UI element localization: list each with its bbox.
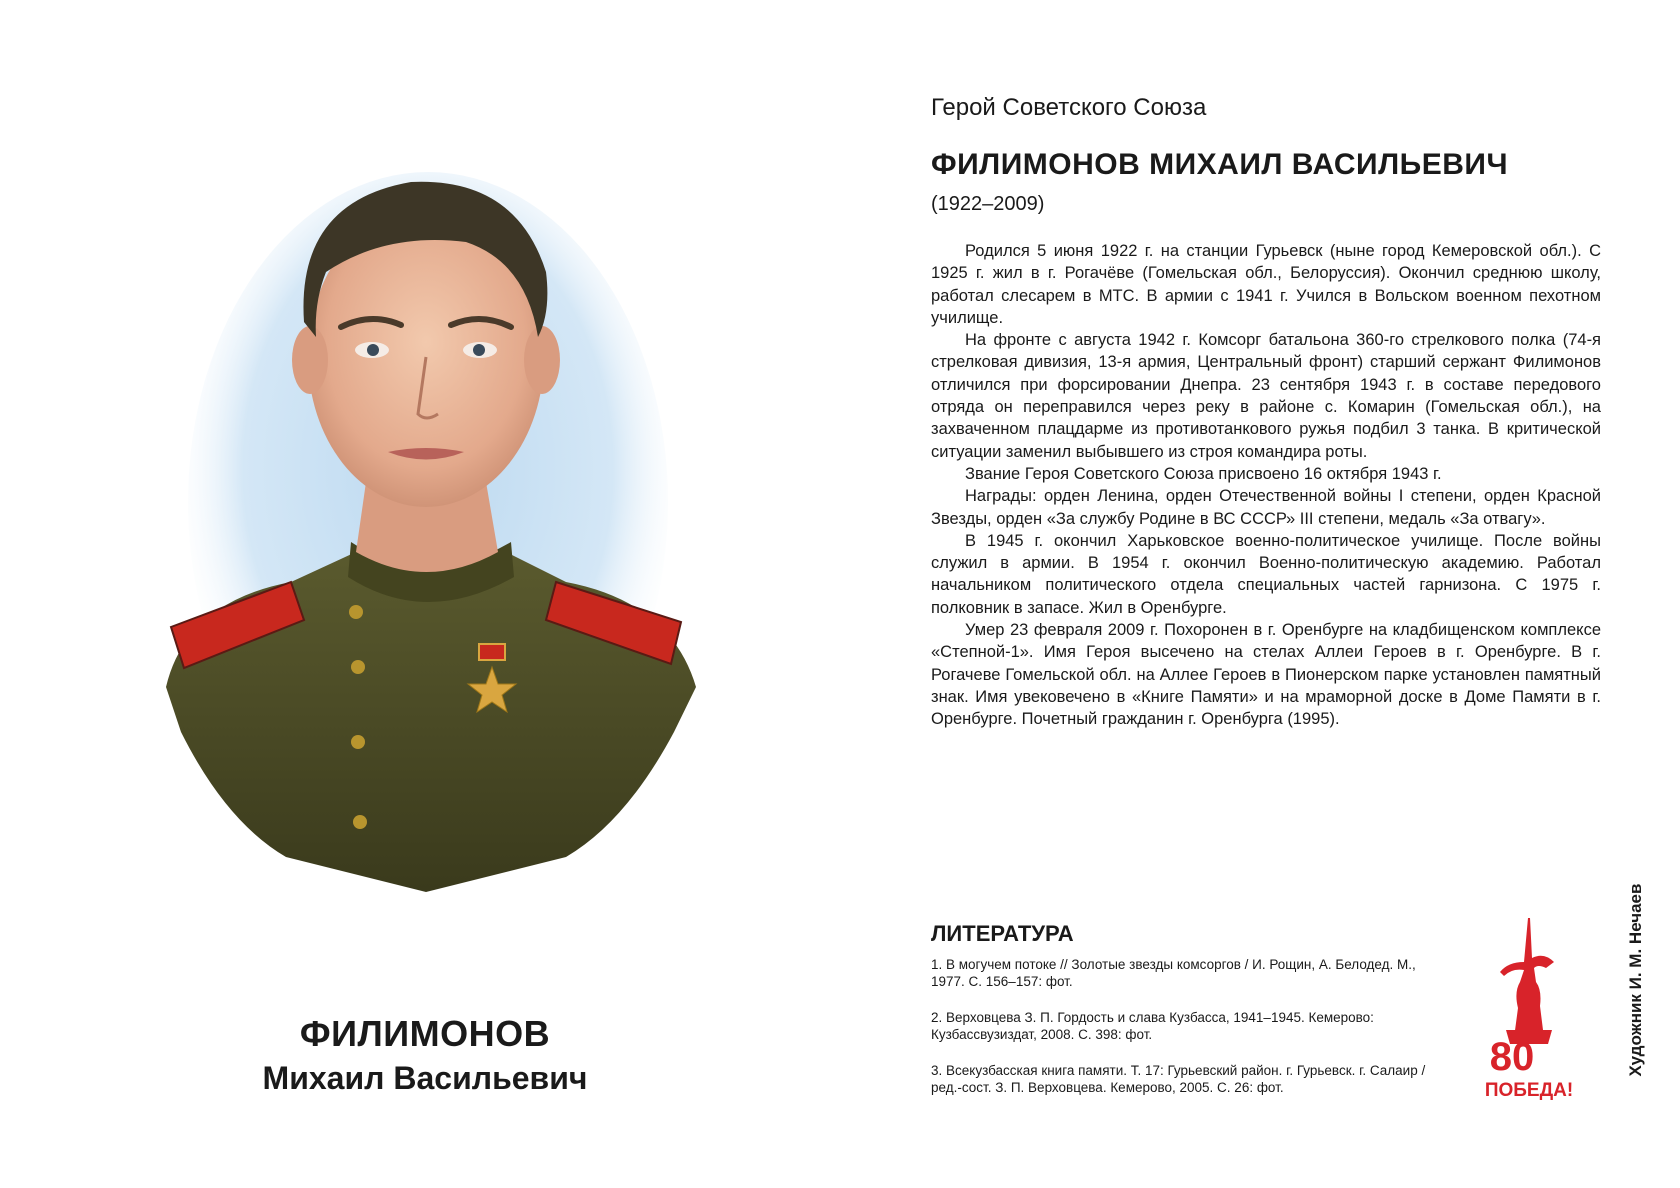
portrait-caption-name: Михаил Васильевич [262,1060,588,1096]
literature-item: 2. Верховцева З. П. Гордость и слава Кузбасса, 1941–1945. Кемерово: Кузбассвузиздат, 2008. С. 398: фот. [931,1010,1374,1042]
statue-icon [1500,918,1554,1038]
right-pupil [473,344,485,356]
button [351,735,365,749]
bio-paragraph: Умер 23 февраля 2009 г. Похоронен в г. Оренбурге на кладбищенском комплексе «Степной-1». Имя Героя высечено на стелах Аллеи Героев в г. Оренбурге. В г. Рогачеве Гомельской обл. на Аллее Героев в Пионерском парке установлен памятный знак. Имя увековечено в «Книге Памяти» и на мраморной доске в Доме Памяти в г. Оренбурге. Почетный гражданин г. Оренбурга (1995). [931,621,1601,729]
button [351,660,365,674]
literature-item: 3. Всекузбасская книга памяти. Т. 17: Гурьевский район. г. Гурьевск. г. Салаир / ред.-сост. З. П. Верховцева. Кемерово, 2005. С. 26: фот. [931,1063,1426,1095]
bio-paragraph: В 1945 г. окончил Харьковское военно-политическое училище. После войны служил в армии. В 1954 г. окончил Военно-политическую академию. Работал начальником политического отдела специальных частей гарнизона. С 1975 г. полковник в запасе. Жил в Оренбурге. [931,531,1601,617]
artist-credit: Художник И. М. Нечаев [1626,883,1645,1077]
literature-heading: ЛИТЕРАТУРА [931,921,1074,946]
page-title: ФИЛИМОНОВ МИХАИЛ ВАСИЛЬЕВИЧ [931,148,1509,181]
literature-list [931,956,1431,1115]
bio-paragraph: Родился 5 июня 1922 г. на станции Гурьевск (ныне город Кемеровской обл.). С 1925 г. жил в г. Рогачёве (Гомельская обл., Белоруссия). Окончил среднюю школу, работал слесарем в МТС. В армии с 1941 г. Учился в Вольском военном пехотном училище. [931,242,1601,327]
portrait-illustration [126,122,730,922]
bio-paragraph: Звание Героя Советского Союза присвоено 16 октября 1943 г. [965,464,1442,483]
logo-text: ПОБЕДА! [1484,1080,1574,1100]
bio-paragraph: На фронте с августа 1942 г. Комсорг батальона 360-го стрелкового полка (74-я стрелковая дивизия, 13-я армия, Центральный фронт) старший сержант Филимонов отличился при форсировании Днепра. 23 сентября 1943 г. в составе передового отряда он переправился через реку в районе с. Комарин (Гомельская обл.), на захваченном плацдарме из противотанкового ружья подбил 3 танка. В критической ситуации заменил выбывшего из строя командира роты. [931,331,1601,461]
series-title: Герой Советского Союза [931,94,1207,121]
victory-80-logo [1484,918,1574,1100]
button [349,605,363,619]
biography [931,240,1601,731]
logo-number: 80 [1489,1035,1535,1079]
button [353,815,367,829]
artist-credit-wrap [1622,860,1650,1100]
life-years: (1922–2009) [931,193,1045,215]
right-ear [524,326,560,394]
literature-item: 1. В могучем потоке // Золотые звезды комсоргов / И. Рощин, А. Белодед. М., 1977. С. 156–157: фот. [931,957,1416,989]
bio-paragraph: Награды: орден Ленина, орден Отечественной войны I степени, орден Красной Звезды, орден «За службу Родине в ВС СССР» III степени, медаль «За отвагу». [931,487,1601,528]
medal-ribbon [479,644,505,660]
portrait-caption-surname: ФИЛИМОНОВ [299,1013,551,1054]
left-ear [292,326,328,394]
left-pupil [367,344,379,356]
